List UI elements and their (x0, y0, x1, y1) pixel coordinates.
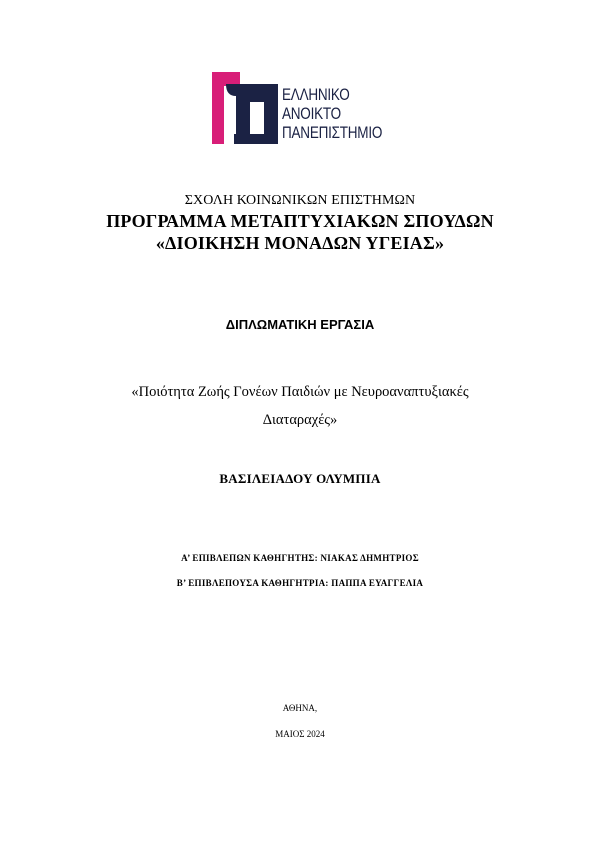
logo-line-2: ΑΝΟΙΚΤΟ (282, 105, 341, 123)
program-name: ΠΡΟΓΡΑΜΜΑ ΜΕΤΑΠΤΥΧΙΑΚΩΝ ΣΠΟΥΔΩΝ (106, 211, 494, 231)
school-name: ΣΧΟΛΗ ΚΟΙΝΩΝΙΚΩΝ ΕΠΙΣΤΗΜΩΝ (184, 193, 416, 208)
thesis-title-line-2: Διαταραχές» (262, 412, 338, 428)
university-logo (212, 72, 402, 144)
logo-line-1: ΕΛΛΗΝΙΚΟ (282, 86, 350, 104)
author-name: ΒΑΣΙΛΕΙΑΔΟΥ ΟΛΥΜΠΙΑ (219, 471, 381, 486)
date: ΜΑΙΟΣ 2024 (275, 729, 325, 739)
first-supervisor: Α’ ΕΠΙΒΛΕΠΩΝ ΚΑΘΗΓΗΤΗΣ: ΝΙΑΚΑΣ ΔΗΜΗΤΡΙΟΣ (181, 553, 419, 563)
subprogram-name: «ΔΙΟΙΚΗΣΗ ΜΟΝΑΔΩΝ ΥΓΕΙΑΣ» (155, 233, 445, 253)
thesis-type-label: ΔΙΠΛΩΜΑΤΙΚΗ ΕΡΓΑΣΙΑ (225, 317, 375, 332)
second-supervisor: Β’ ΕΠΙΒΛΕΠΟΥΣΑ ΚΑΘΗΓΗΤΡΙΑ: ΠΑΠΠΑ ΕΥΑΓΓΕΛΙΑ (176, 578, 424, 588)
logo-line-3: ΠΑΝΕΠΙΣΤΗΜΙΟ (282, 124, 383, 142)
city: ΑΘΗΝΑ, (282, 703, 318, 713)
thesis-title-line-1: «Ποιότητα Ζωής Γονέων Παιδιών με Νευροαναπτυξιακές (131, 384, 469, 400)
logo-wordmark (282, 86, 404, 143)
eap-logo-icon (212, 72, 278, 144)
